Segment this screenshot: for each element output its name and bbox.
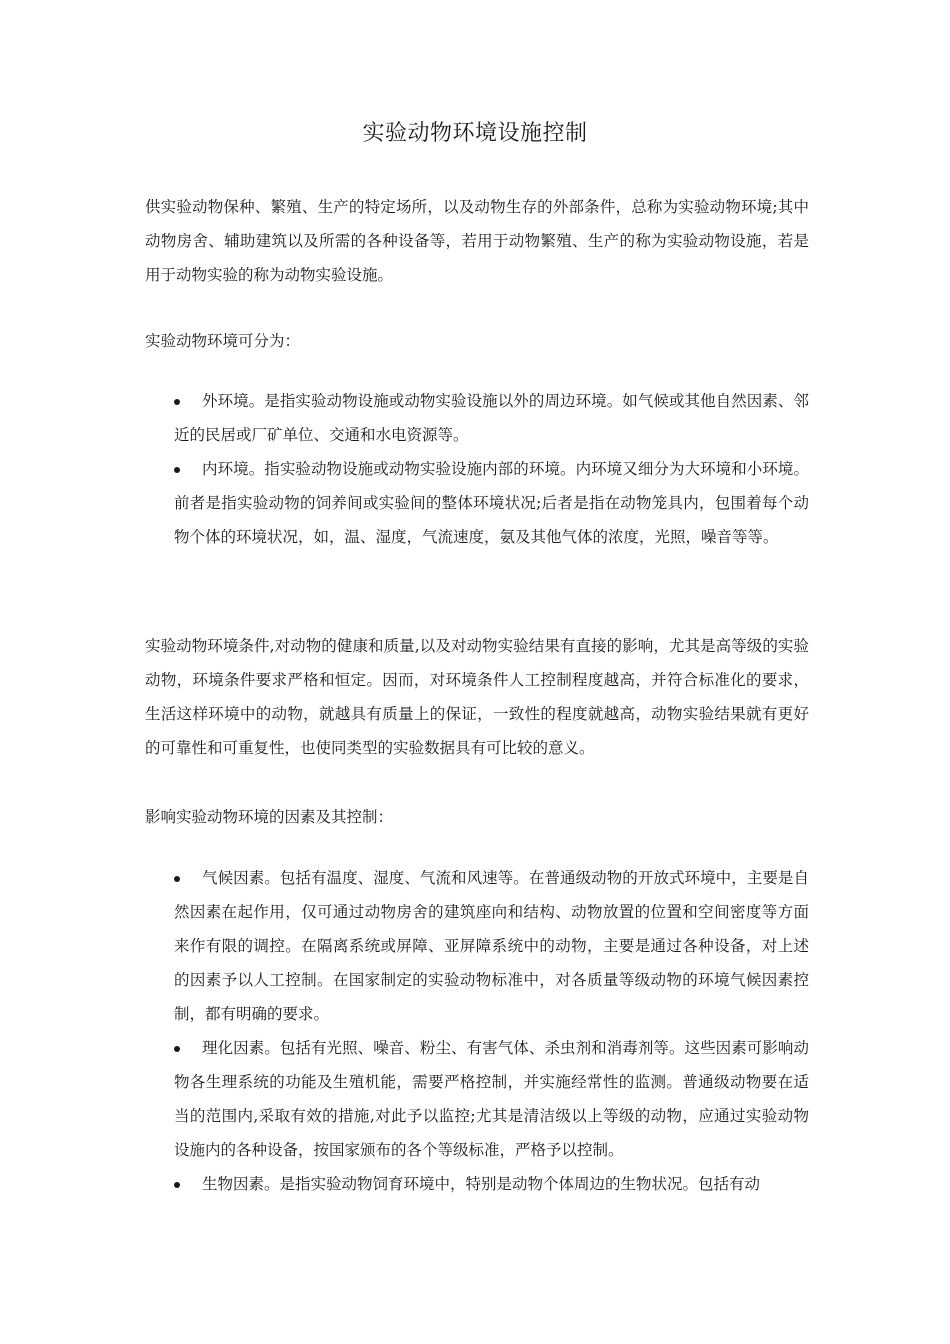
- list-item-text: 生物因素。是指实验动物饲育环境中，特别是动物个体周边的生物状况。包括有动: [202, 1175, 761, 1193]
- list-item: [145, 452, 809, 554]
- bullet-icon: [174, 1046, 180, 1052]
- list-item-text: 内环境。指实验动物设施或动物实验设施内部的环境。内环境又细分为大环境和小环境。前者是指实验动物的饲养间或实验间的整体环境状况;后者是指在动物笼具内，包围着每个动物个体的环境状况，如，温、湿度，气流速度，氨及其他气体的浓度，光照，噪音等等。: [174, 460, 809, 546]
- env-list: [145, 384, 809, 554]
- factors-list: [145, 861, 809, 1201]
- list-item-text: 外环境。是指实验动物设施或动物实验设施以外的周边环境。如气候或其他自然因素、邻近的民居或厂矿单位、交通和水电资源等。: [174, 392, 809, 444]
- page-title: 实验动物环境设施控制: [362, 121, 588, 146]
- bullet-icon: [174, 467, 180, 473]
- intro-paragraph: 供实验动物保种、繁殖、生产的特定场所，以及动物生存的外部条件，总称为实验动物环境;其中动物房舍、辅助建筑以及所需的各种设备等，若用于动物繁殖、生产的称为实验动物设施，若是用于动物实验的称为动物实验设施。: [145, 198, 809, 284]
- list-item-text: 理化因素。包括有光照、噪音、粉尘、有害气体、杀虫剂和消毒剂等。这些因素可影响动物各生理系统的功能及生殖机能，需要严格控制，并实施经常性的监测。普通级动物要在适当的范围内,采取有效的措施,对此予以监控;尤其是清洁级以上等级的动物，应通过实验动物设施内的各种设备，按国家颁布的各个等级标准，严格予以控制。: [174, 1039, 809, 1159]
- list-item: [145, 1167, 809, 1201]
- bullet-icon: [174, 399, 180, 405]
- env-heading: 实验动物环境可分为：: [145, 332, 301, 350]
- list-item-text: 气候因素。包括有温度、湿度、气流和风速等。在普通级动物的开放式环境中，主要是自然因素在起作用，仅可通过动物房舍的建筑座向和结构、动物放置的位置和空间密度等方面来作有限的调控。在隔离系统或屏障、亚屏障系统中的动物，主要是通过各种设备，对上述的因素予以人工控制。在国家制定的实验动物标准中，对各质量等级动物的环境气候因素控制，都有明确的要求。: [174, 869, 809, 1023]
- conditions-paragraph: 实验动物环境条件,对动物的健康和质量,以及对动物实验结果有直接的影响，尤其是高等级的实验动物，环境条件要求严格和恒定。因而，对环境条件人工控制程度越高，并符合标准化的要求，生活这样环境中的动物，就越具有质量上的保证，一致性的程度就越高，动物实验结果就有更好的可靠性和可重复性，也使同类型的实验数据具有可比较的意义。: [145, 637, 809, 757]
- list-item: [145, 1031, 809, 1167]
- list-item: [145, 384, 809, 452]
- list-item: [145, 861, 809, 1031]
- bullet-icon: [174, 1182, 180, 1188]
- bullet-icon: [174, 876, 180, 882]
- factors-heading: 影响实验动物环境的因素及其控制：: [145, 808, 394, 826]
